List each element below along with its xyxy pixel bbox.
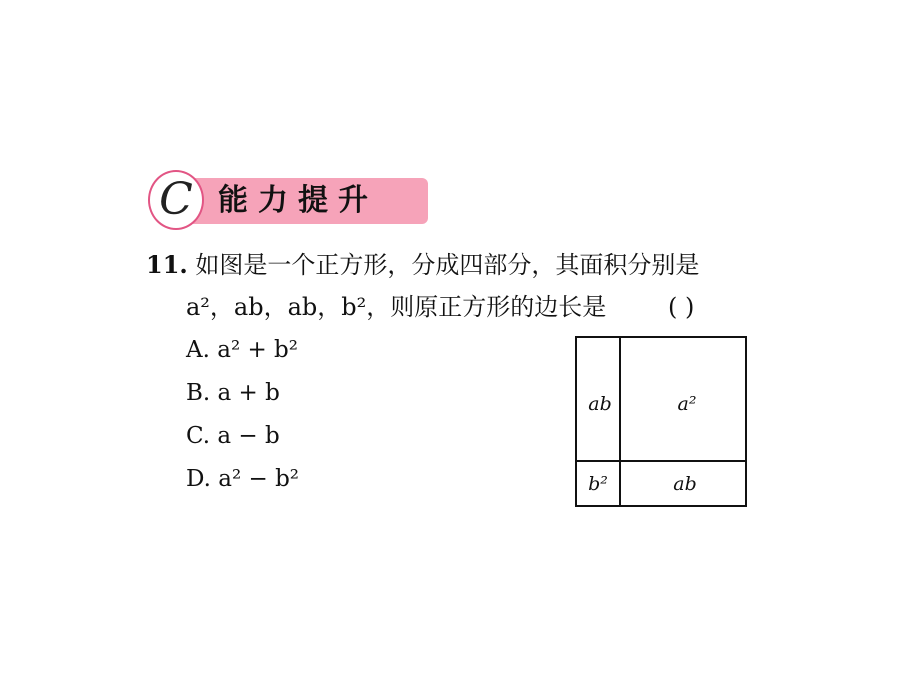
cell-top-left-label: ab [588, 393, 612, 415]
section-banner [142, 170, 430, 232]
cell-bottom-right-label: ab [673, 473, 697, 495]
option-b[interactable]: B. a + b [186, 380, 280, 406]
option-c[interactable]: C. a − b [186, 423, 280, 449]
cell-top-right-label: a² [677, 393, 697, 415]
answer-parentheses: ( ) [668, 293, 695, 321]
question-line-1 [146, 250, 699, 280]
section-title: 能力提升 [218, 183, 378, 218]
question-number: 11. [146, 250, 188, 279]
banner-letter: C [159, 174, 193, 225]
question-line-2: a²，ab，ab，b²，则原正方形的边长是 [186, 293, 607, 321]
option-d[interactable]: D. a² − b² [186, 466, 300, 492]
option-a[interactable]: A. a² + b² [186, 337, 299, 363]
cell-bottom-left-label: b² [588, 473, 608, 495]
question-text-1: 如图是一个正方形，分成四部分，其面积分别是 [195, 251, 700, 279]
square-diagram [575, 336, 749, 510]
